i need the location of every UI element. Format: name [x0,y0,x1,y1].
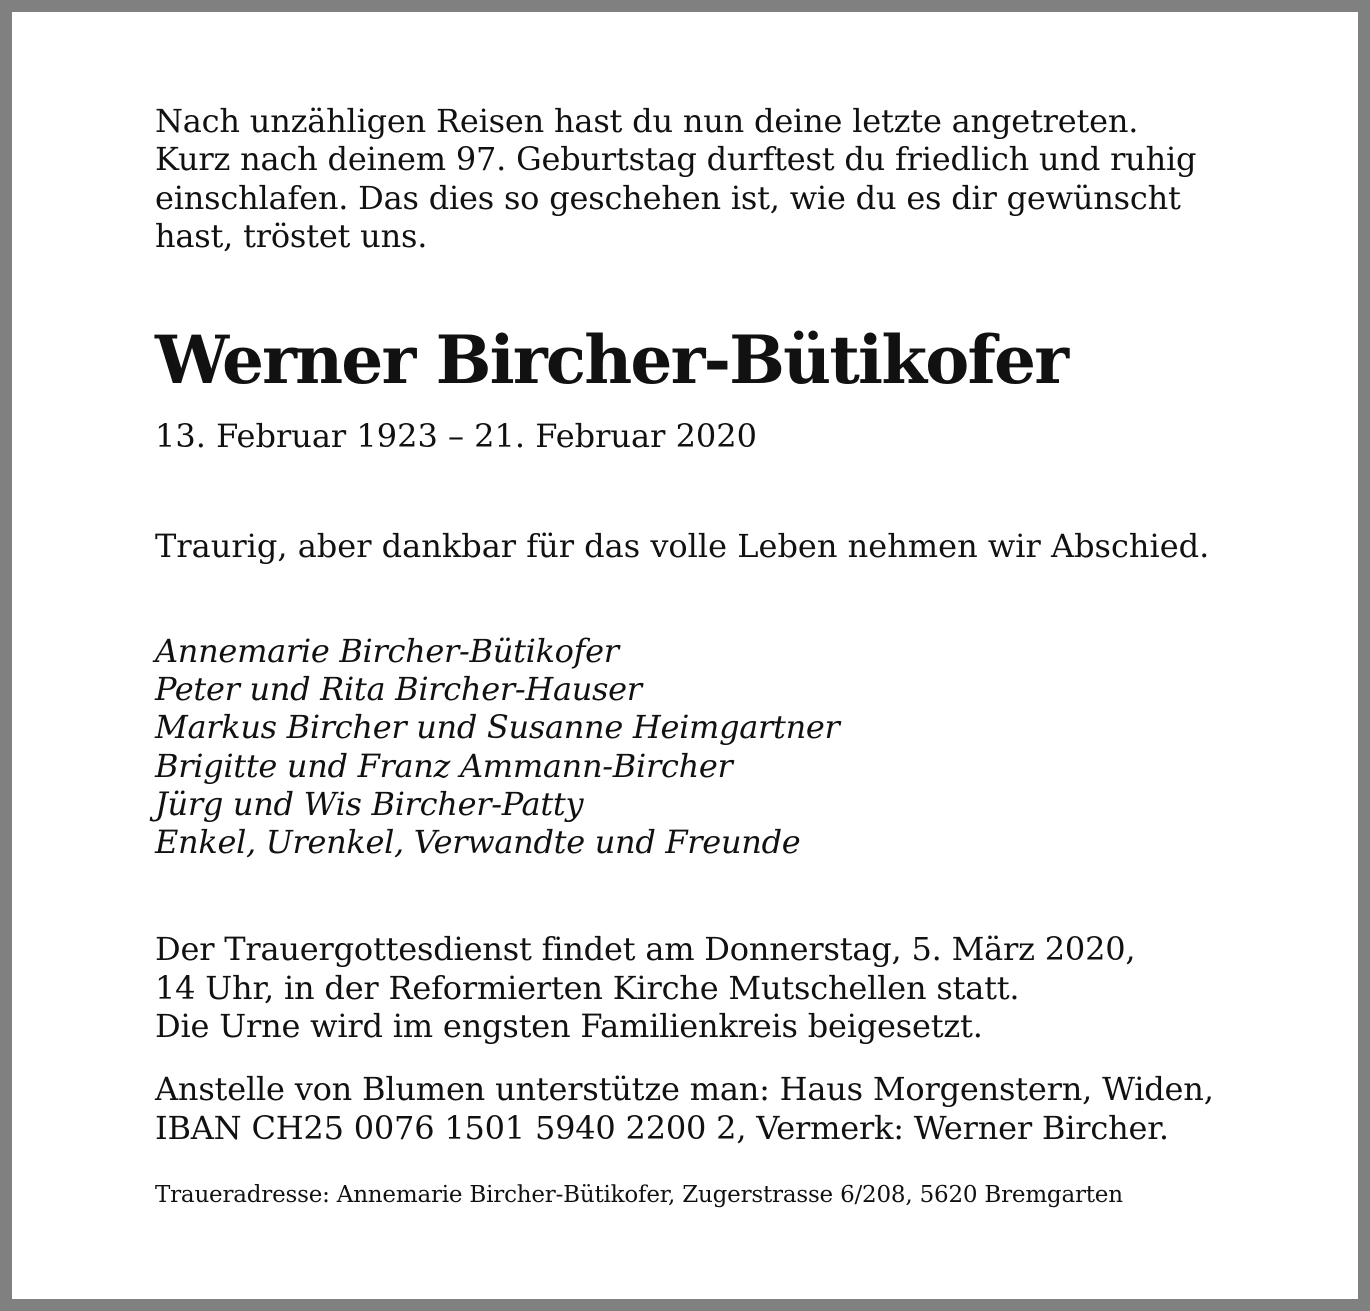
obituary-page [12,12,1358,1299]
intro-line: Nach unzähligen Reisen hast du nun deine letzte angetreten. [155,102,1139,140]
family-member: Enkel, Urenkel, Verwandte und Freunde [155,823,801,862]
mourning-address: Traueradresse: Annemarie Bircher-Bütikofer, Zugerstrasse 6/208, 5620 Bremgarten [155,1182,1123,1208]
donation-line: IBAN CH25 0076 1501 5940 2200 2, Vermerk: Werner Bircher. [155,1108,1169,1147]
family-member: Brigitte und Franz Ammann-Bircher [155,746,733,785]
service-paragraph [155,930,1135,1046]
intro-line: einschlafen. Das dies so geschehen ist, wie du es dir gewünscht [155,178,1181,217]
donation-paragraph [155,1070,1214,1147]
family-member: Jürg und Wis Bircher-Patty [155,784,584,823]
family-list [155,632,840,861]
family-member: Peter und Rita Bircher-Hauser [155,670,642,709]
intro-line: hast, tröstet uns. [155,216,428,255]
family-member: Markus Bircher und Susanne Heimgartner [155,708,840,747]
intro-line: Kurz nach deinem 97. Geburtstag durftest du friedlich und ruhig [155,140,1197,179]
intro-paragraph [155,102,1196,255]
donation-line: Anstelle von Blumen unterstütze man: Haus Morgenstern, Widen, [155,1070,1214,1108]
service-line: Der Trauergottesdienst findet am Donnerstag, 5. März 2020, [155,930,1136,968]
life-dates: 13. Februar 1923 – 21. Februar 2020 [155,417,757,455]
service-line: Die Urne wird im engsten Familienkreis beigesetzt. [155,1007,983,1045]
deceased-name: Werner Bircher-Bütikofer [155,321,1068,399]
service-line: 14 Uhr, in der Reformierten Kirche Mutschellen statt. [155,968,1020,1007]
family-member: Annemarie Bircher-Bütikofer [155,632,619,670]
farewell-text: Traurig, aber dankbar für das volle Leben nehmen wir Abschied. [155,527,1210,565]
